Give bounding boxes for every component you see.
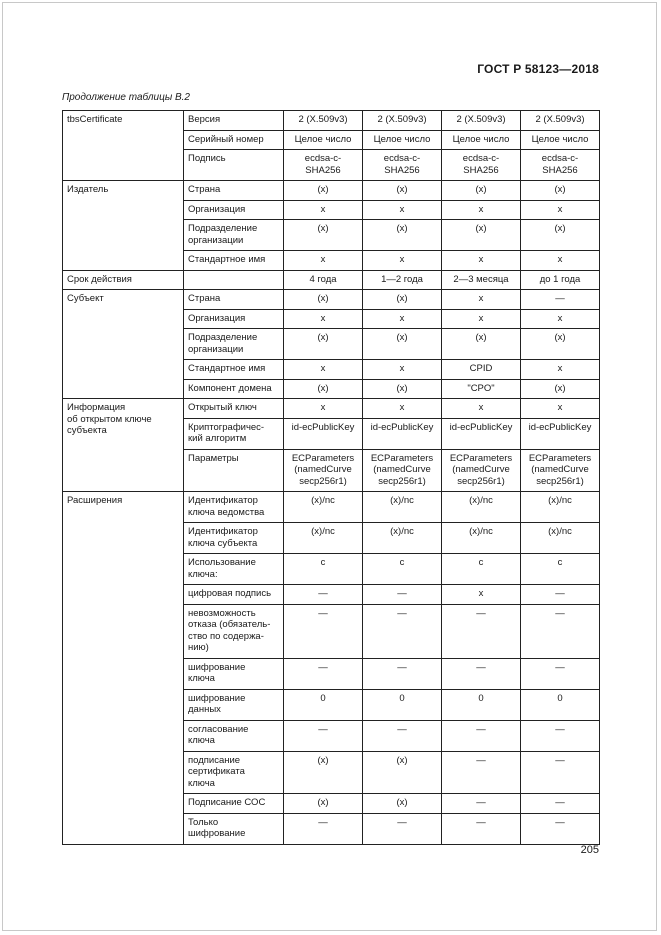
field-name-cell: Подписание СОС	[184, 794, 284, 814]
table-row	[63, 111, 600, 131]
value-cell-profile-1: x	[284, 399, 363, 419]
table-row	[63, 399, 600, 419]
value-cell-profile-1: c	[284, 554, 363, 585]
value-cell-profile-4: —	[521, 751, 600, 794]
value-cell-profile-1: ecdsa-c- SHA256	[284, 150, 363, 181]
value-cell-profile-3: 2 (X.509v3)	[442, 111, 521, 131]
field-name-cell: Параметры	[184, 449, 284, 492]
value-cell-profile-1: (x)	[284, 220, 363, 251]
value-cell-profile-1: 0	[284, 689, 363, 720]
value-cell-profile-4: x	[521, 200, 600, 220]
field-name-cell: Организация	[184, 309, 284, 329]
field-name-cell: Страна	[184, 181, 284, 201]
value-cell-profile-3: x	[442, 585, 521, 605]
value-cell-profile-2: ecdsa-c- SHA256	[363, 150, 442, 181]
table-row	[63, 290, 600, 310]
value-cell-profile-2: —	[363, 813, 442, 844]
field-name-cell: цифровая подпись	[184, 585, 284, 605]
value-cell-profile-1: x	[284, 251, 363, 271]
value-cell-profile-1: —	[284, 658, 363, 689]
value-cell-profile-1: —	[284, 813, 363, 844]
value-cell-profile-2: x	[363, 251, 442, 271]
field-name-cell: Версия	[184, 111, 284, 131]
value-cell-profile-1: (x)	[284, 329, 363, 360]
group-label-cell: Информация об открытом ключе субъекта	[63, 399, 184, 492]
value-cell-profile-4: c	[521, 554, 600, 585]
value-cell-profile-3: (x)	[442, 181, 521, 201]
value-cell-profile-4: x	[521, 251, 600, 271]
field-name-cell: Идентификатор ключа ведомства	[184, 492, 284, 523]
value-cell-profile-1: (x)/nc	[284, 492, 363, 523]
value-cell-profile-4: x	[521, 309, 600, 329]
value-cell-profile-1: 2 (X.509v3)	[284, 111, 363, 131]
value-cell-profile-1: (x)	[284, 290, 363, 310]
field-name-cell: Стандартное имя	[184, 251, 284, 271]
value-cell-profile-1: —	[284, 720, 363, 751]
value-cell-profile-3: Целое число	[442, 130, 521, 150]
value-cell-profile-4: —	[521, 794, 600, 814]
value-cell-profile-3: (x)/nc	[442, 523, 521, 554]
value-cell-profile-3: x	[442, 251, 521, 271]
value-cell-profile-1: —	[284, 585, 363, 605]
value-cell-profile-3: "CPO"	[442, 379, 521, 399]
group-label-cell: Расширения	[63, 492, 184, 845]
value-cell-profile-3: —	[442, 604, 521, 658]
value-cell-profile-2: ECParameters (namedCurve secp256r1)	[363, 449, 442, 492]
field-name-cell: подписание сертификата ключа	[184, 751, 284, 794]
field-name-cell: Криптографичес- кий алгоритм	[184, 418, 284, 449]
value-cell-profile-1: —	[284, 604, 363, 658]
value-cell-profile-1: (x)	[284, 794, 363, 814]
value-cell-profile-2: 1—2 года	[363, 270, 442, 290]
value-cell-profile-4: —	[521, 813, 600, 844]
value-cell-profile-1: (x)	[284, 181, 363, 201]
value-cell-profile-2: (x)/nc	[363, 492, 442, 523]
value-cell-profile-1: (x)/nc	[284, 523, 363, 554]
value-cell-profile-2: —	[363, 720, 442, 751]
field-name-cell: Подпись	[184, 150, 284, 181]
value-cell-profile-1: (x)	[284, 379, 363, 399]
value-cell-profile-3: —	[442, 658, 521, 689]
value-cell-profile-4: ecdsa-c- SHA256	[521, 150, 600, 181]
value-cell-profile-4: x	[521, 360, 600, 380]
value-cell-profile-2: (x)	[363, 379, 442, 399]
value-cell-profile-3: 0	[442, 689, 521, 720]
field-name-cell: невозможность отказа (обязатель- ство по содержа- нию)	[184, 604, 284, 658]
value-cell-profile-3: x	[442, 290, 521, 310]
value-cell-profile-4: (x)/nc	[521, 492, 600, 523]
field-name-cell: Только шифрование	[184, 813, 284, 844]
value-cell-profile-2: (x)	[363, 794, 442, 814]
group-label-cell: Срок действия	[63, 270, 184, 290]
value-cell-profile-3: ecdsa-c- SHA256	[442, 150, 521, 181]
value-cell-profile-2: Целое число	[363, 130, 442, 150]
value-cell-profile-4: ECParameters (namedCurve secp256r1)	[521, 449, 600, 492]
group-label-cell: Издатель	[63, 181, 184, 271]
value-cell-profile-3: (x)/nc	[442, 492, 521, 523]
table-caption: Продолжение таблицы В.2	[62, 92, 190, 103]
field-name-cell: Идентификатор ключа субъекта	[184, 523, 284, 554]
value-cell-profile-2: —	[363, 604, 442, 658]
value-cell-profile-4: —	[521, 720, 600, 751]
value-cell-profile-2: —	[363, 658, 442, 689]
field-name-cell: согласование ключа	[184, 720, 284, 751]
value-cell-profile-2: (x)	[363, 220, 442, 251]
value-cell-profile-4: (x)/nc	[521, 523, 600, 554]
value-cell-profile-3: id-ecPublicKey	[442, 418, 521, 449]
value-cell-profile-3: (x)	[442, 220, 521, 251]
value-cell-profile-1: Целое число	[284, 130, 363, 150]
field-name-cell: Использование ключа:	[184, 554, 284, 585]
value-cell-profile-3: x	[442, 399, 521, 419]
value-cell-profile-3: —	[442, 813, 521, 844]
value-cell-profile-3: x	[442, 200, 521, 220]
value-cell-profile-4: —	[521, 585, 600, 605]
table-row	[63, 181, 600, 201]
value-cell-profile-2: (x)	[363, 290, 442, 310]
value-cell-profile-3: —	[442, 751, 521, 794]
value-cell-profile-2: 0	[363, 689, 442, 720]
value-cell-profile-3: —	[442, 720, 521, 751]
value-cell-profile-4: (x)	[521, 220, 600, 251]
group-label-cell: tbsCertificate	[63, 111, 184, 181]
page-number: 205	[580, 844, 599, 856]
certificate-profile-table	[62, 110, 600, 845]
value-cell-profile-4: (x)	[521, 379, 600, 399]
value-cell-profile-2: x	[363, 309, 442, 329]
value-cell-profile-2: c	[363, 554, 442, 585]
table-row	[63, 270, 600, 290]
value-cell-profile-4: 2 (X.509v3)	[521, 111, 600, 131]
value-cell-profile-4: Целое число	[521, 130, 600, 150]
value-cell-profile-2: x	[363, 360, 442, 380]
value-cell-profile-4: x	[521, 399, 600, 419]
field-name-cell	[184, 270, 284, 290]
document-id: ГОСТ Р 58123—2018	[477, 62, 599, 76]
field-name-cell: Страна	[184, 290, 284, 310]
value-cell-profile-3: x	[442, 309, 521, 329]
value-cell-profile-2: id-ecPublicKey	[363, 418, 442, 449]
field-name-cell: Открытый ключ	[184, 399, 284, 419]
value-cell-profile-3: —	[442, 794, 521, 814]
value-cell-profile-4: id-ecPublicKey	[521, 418, 600, 449]
group-label-cell: Субъект	[63, 290, 184, 399]
field-name-cell: Организация	[184, 200, 284, 220]
value-cell-profile-4: (x)	[521, 329, 600, 360]
value-cell-profile-2: x	[363, 200, 442, 220]
value-cell-profile-3: 2—3 месяца	[442, 270, 521, 290]
value-cell-profile-4: (x)	[521, 181, 600, 201]
value-cell-profile-1: 4 года	[284, 270, 363, 290]
value-cell-profile-3: (x)	[442, 329, 521, 360]
value-cell-profile-1: (x)	[284, 751, 363, 794]
field-name-cell: шифрование данных	[184, 689, 284, 720]
table-row	[63, 492, 600, 523]
value-cell-profile-3: CPID	[442, 360, 521, 380]
value-cell-profile-2: (x)	[363, 751, 442, 794]
value-cell-profile-4: 0	[521, 689, 600, 720]
field-name-cell: Компонент домена	[184, 379, 284, 399]
value-cell-profile-1: ECParameters (namedCurve secp256r1)	[284, 449, 363, 492]
value-cell-profile-4: —	[521, 290, 600, 310]
field-name-cell: шифрование ключа	[184, 658, 284, 689]
value-cell-profile-1: id-ecPublicKey	[284, 418, 363, 449]
value-cell-profile-4: до 1 года	[521, 270, 600, 290]
value-cell-profile-3: ECParameters (namedCurve secp256r1)	[442, 449, 521, 492]
value-cell-profile-2: (x)	[363, 181, 442, 201]
value-cell-profile-1: x	[284, 200, 363, 220]
field-name-cell: Серийный номер	[184, 130, 284, 150]
value-cell-profile-3: c	[442, 554, 521, 585]
value-cell-profile-4: —	[521, 658, 600, 689]
field-name-cell: Подразделение организации	[184, 329, 284, 360]
value-cell-profile-2: x	[363, 399, 442, 419]
value-cell-profile-1: x	[284, 309, 363, 329]
field-name-cell: Подразделение организации	[184, 220, 284, 251]
value-cell-profile-2: (x)/nc	[363, 523, 442, 554]
table-body	[63, 111, 600, 845]
value-cell-profile-1: x	[284, 360, 363, 380]
field-name-cell: Стандартное имя	[184, 360, 284, 380]
value-cell-profile-2: 2 (X.509v3)	[363, 111, 442, 131]
value-cell-profile-4: —	[521, 604, 600, 658]
value-cell-profile-2: —	[363, 585, 442, 605]
value-cell-profile-2: (x)	[363, 329, 442, 360]
